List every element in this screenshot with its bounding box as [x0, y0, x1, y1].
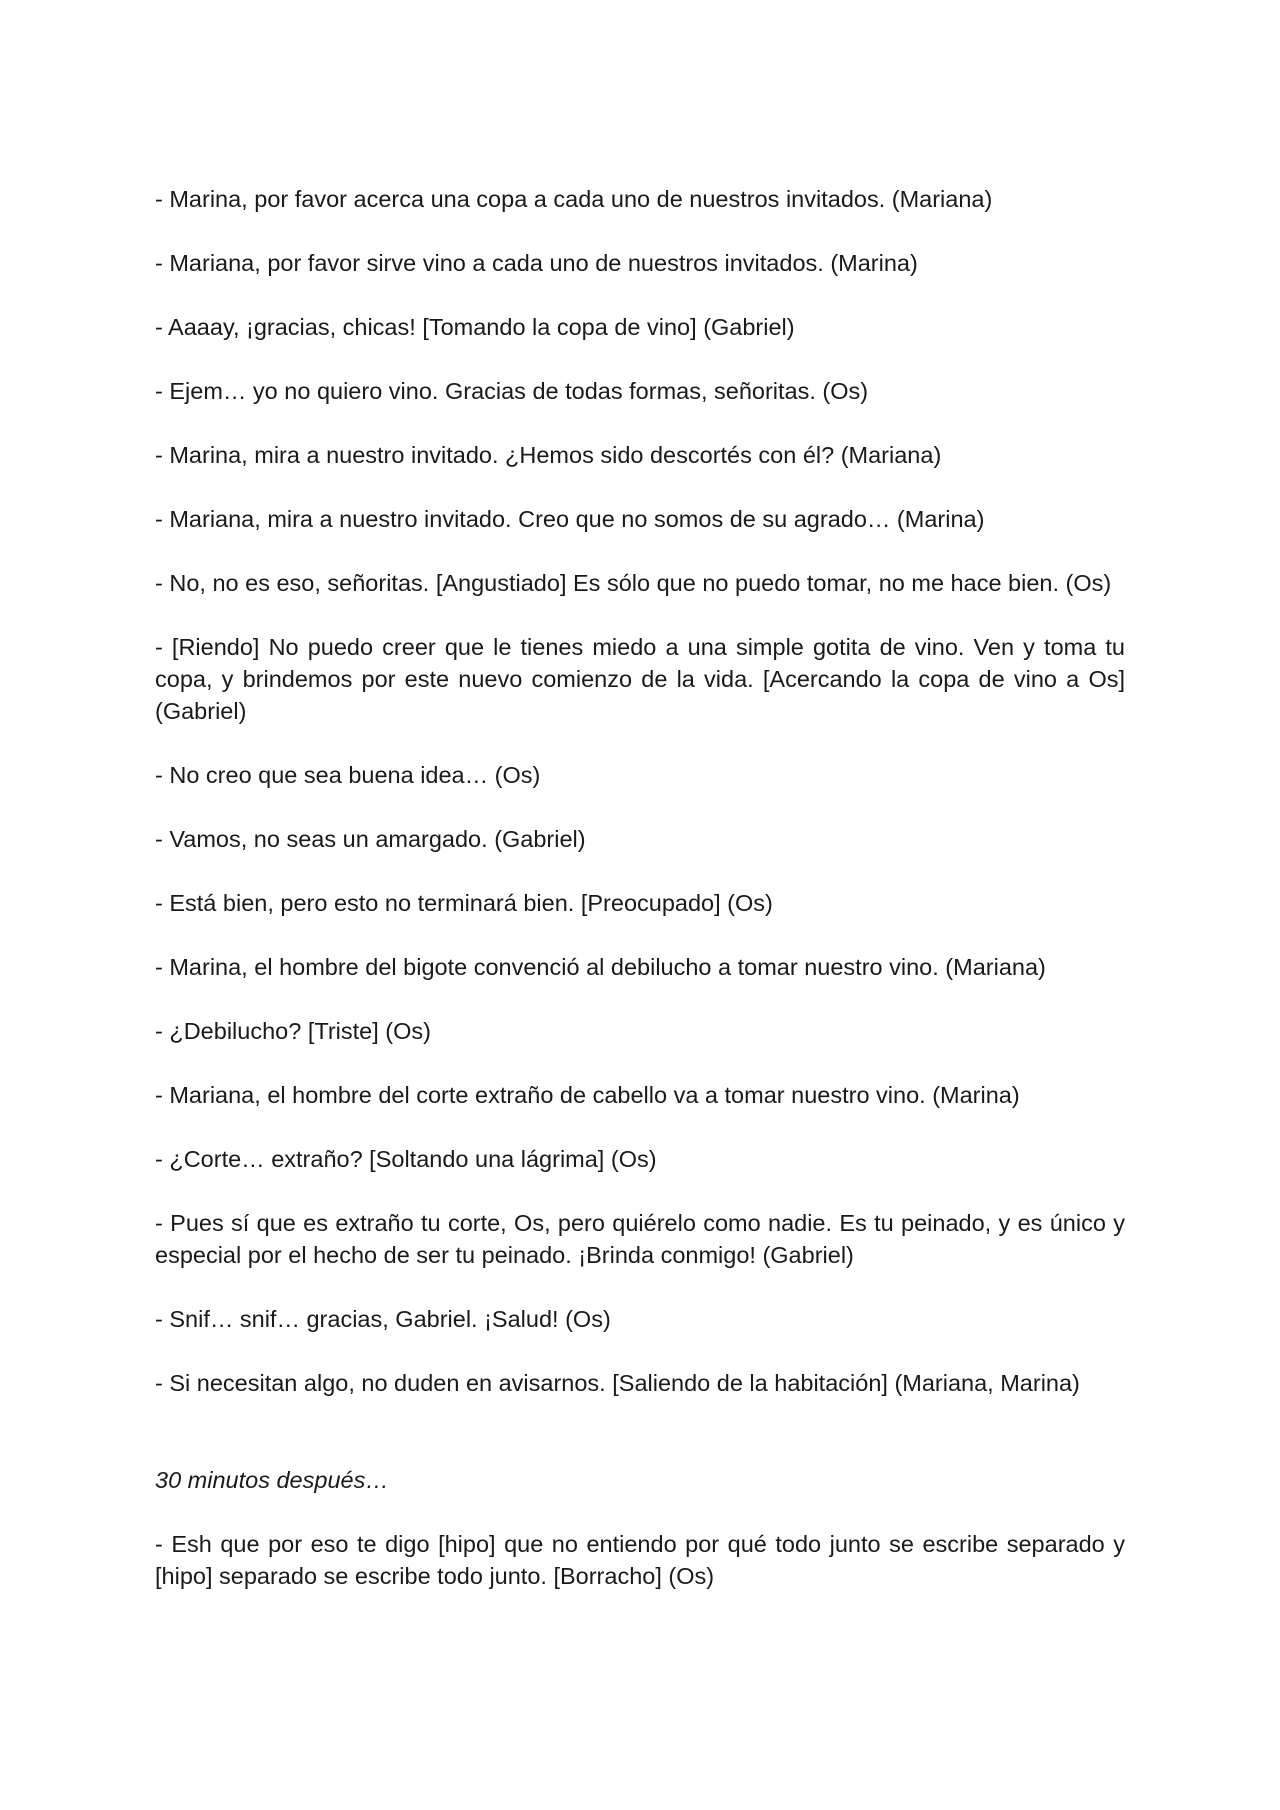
dialogue-line-19: - Esh que por eso te digo [hipo] que no entiendo por qué todo junto se escribe separado y [hipo] separado se escribe todo junto. [Borracho] (Os) [155, 1531, 1125, 1589]
dialogue-line-6: - Mariana, mira a nuestro invitado. Creo que no somos de su agrado… (Marina) [155, 506, 985, 532]
dialogue-line-3: - Aaaay, ¡gracias, chicas! [Tomando la copa de vino] (Gabriel) [155, 314, 795, 340]
dialogue-line-7: - No, no es eso, señoritas. [Angustiado] Es sólo que no puedo tomar, no me hace bien. (Os) [155, 570, 1112, 596]
dialogue-line-11: - Está bien, pero esto no terminará bien. [Preocupado] (Os) [155, 890, 773, 916]
dialogue-line-14: - Mariana, el hombre del corte extraño de cabello va a tomar nuestro vino. (Marina) [155, 1082, 1020, 1108]
dialogue-line-16: - Pues sí que es extraño tu corte, Os, pero quiérelo como nadie. Es tu peinado, y es único y especial por el hecho de ser tu peinado. ¡Brinda conmigo! (Gabriel) [155, 1210, 1125, 1268]
scene-time-note: 30 minutos después… [155, 1467, 389, 1493]
dialogue-line-5: - Marina, mira a nuestro invitado. ¿Hemos sido descortés con él? (Mariana) [155, 442, 942, 468]
dialogue-line-12: - Marina, el hombre del bigote convenció al debilucho a tomar nuestro vino. (Mariana) [155, 954, 1046, 980]
dialogue-line-18: - Si necesitan algo, no duden en avisarnos. [Saliendo de la habitación] (Mariana, Marina) [155, 1370, 1080, 1396]
dialogue-text [155, 183, 1125, 1624]
dialogue-line-17: - Snif… snif… gracias, Gabriel. ¡Salud! (Os) [155, 1306, 611, 1332]
dialogue-line-13: - ¿Debilucho? [Triste] (Os) [155, 1018, 431, 1044]
dialogue-line-9: - No creo que sea buena idea… (Os) [155, 762, 541, 788]
dialogue-line-2: - Mariana, por favor sirve vino a cada uno de nuestros invitados. (Marina) [155, 250, 918, 276]
dialogue-line-8: - [Riendo] No puedo creer que le tienes miedo a una simple gotita de vino. Ven y toma tu copa, y brindemos por este nuevo comienzo de la vida. [Acercando la copa de vino a Os] (Gabriel) [155, 634, 1125, 724]
dialogue-line-15: - ¿Corte… extraño? [Soltando una lágrima] (Os) [155, 1146, 657, 1172]
dialogue-line-4: - Ejem… yo no quiero vino. Gracias de todas formas, señoritas. (Os) [155, 378, 869, 404]
dialogue-line-1: - Marina, por favor acerca una copa a cada uno de nuestros invitados. (Mariana) [155, 186, 993, 212]
dialogue-line-10: - Vamos, no seas un amargado. (Gabriel) [155, 826, 586, 852]
